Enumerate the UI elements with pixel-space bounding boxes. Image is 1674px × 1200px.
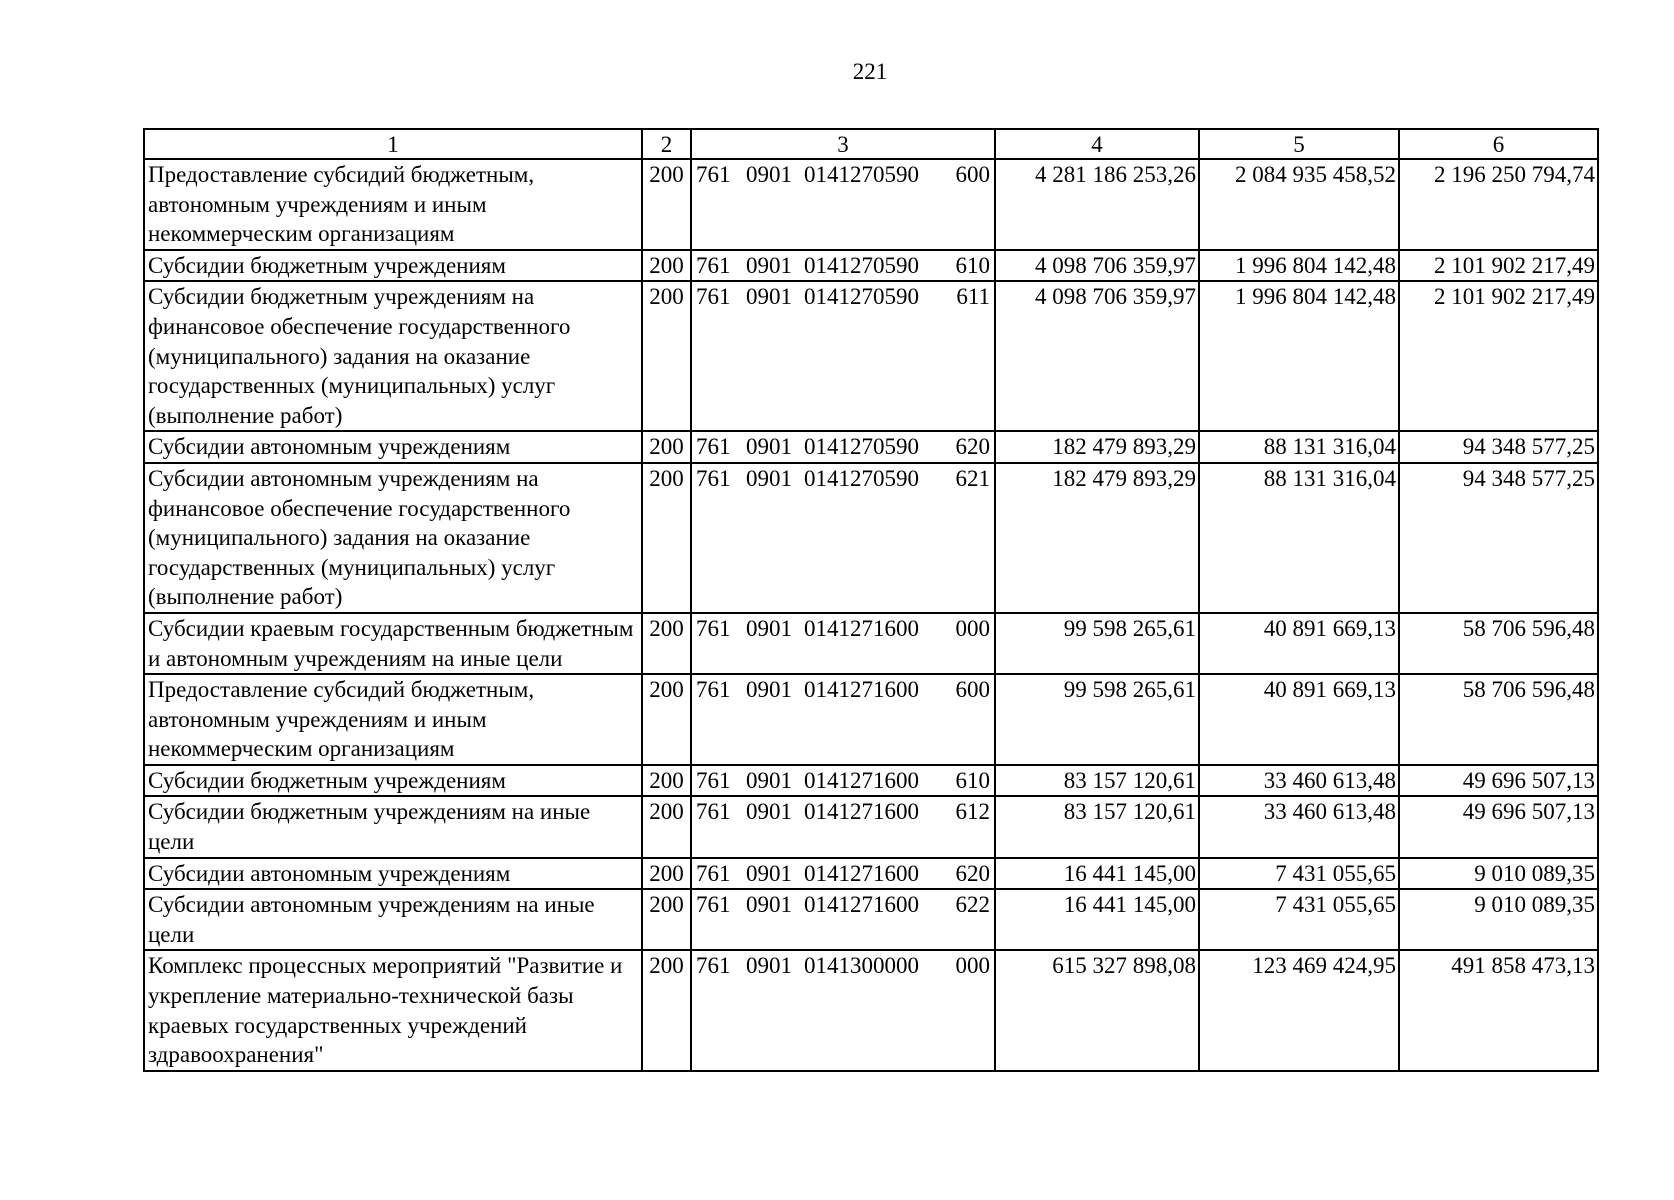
row-col2-cell: 200: [642, 765, 691, 797]
table-row: [144, 281, 1598, 431]
target-code: 0141271600: [804, 799, 919, 825]
row-col6-cell: 9 010 089,35: [1399, 889, 1598, 950]
row-col2-cell: 200: [642, 950, 691, 1070]
section-code: 0901: [746, 615, 792, 641]
page-number: 221: [852, 59, 888, 84]
row-col2-cell: 200: [642, 889, 691, 950]
expense-type-code: 620: [955, 860, 990, 886]
row-col6-cell: 94 348 577,25: [1399, 463, 1598, 613]
code-group: [696, 890, 990, 920]
admin-code: 761: [696, 860, 731, 886]
row-col6-cell: 49 696 507,13: [1399, 765, 1598, 797]
row-col2-cell: 200: [642, 858, 691, 890]
expense-type-code: 610: [955, 767, 990, 793]
row-col5-cell: 40 891 669,13: [1199, 674, 1399, 765]
row-name-cell: Субсидии бюджетным учреждениям на иные цели: [144, 796, 642, 857]
section-code: 0901: [746, 677, 792, 703]
row-col5-cell: 7 431 055,65: [1199, 889, 1399, 950]
row-name-cell: Субсидии автономным учреждениям: [144, 431, 642, 463]
target-code: 0141271600: [804, 767, 919, 793]
section-code: 0901: [746, 860, 792, 886]
section-code: 0901: [746, 953, 792, 979]
row-col5-cell: 1 996 804 142,48: [1199, 281, 1399, 431]
code-group: [696, 797, 990, 827]
row-col4-cell: 83 157 120,61: [995, 765, 1199, 797]
code-group: [696, 859, 990, 889]
section-code: 0901: [746, 284, 792, 310]
row-col6-cell: 2 101 902 217,49: [1399, 250, 1598, 282]
row-col4-cell: 4 098 706 359,97: [995, 250, 1199, 282]
section-code: 0901: [746, 799, 792, 825]
row-code-cell: [691, 613, 995, 674]
code-group: [696, 766, 990, 796]
table-row: [144, 159, 1598, 250]
row-col4-cell: 83 157 120,61: [995, 796, 1199, 857]
admin-code: 761: [696, 162, 731, 187]
header-col-6: 6: [1399, 129, 1598, 159]
table-header-row: [144, 129, 1598, 159]
row-col6-cell: 2 101 902 217,49: [1399, 281, 1598, 431]
header-col-5: 5: [1199, 129, 1399, 159]
row-col4-cell: 99 598 265,61: [995, 674, 1199, 765]
section-code: 0901: [746, 465, 792, 491]
row-code-cell: [691, 950, 995, 1070]
code-group: [696, 160, 990, 190]
admin-code: 761: [696, 252, 731, 278]
code-group: [696, 675, 990, 705]
expense-type-code: 610: [955, 252, 990, 278]
row-col4-cell: 182 479 893,29: [995, 463, 1199, 613]
admin-code: 761: [696, 767, 731, 793]
table-row: [144, 674, 1598, 765]
header-col-3: 3: [691, 129, 995, 159]
row-col4-cell: 615 327 898,08: [995, 950, 1199, 1070]
row-col6-cell: 49 696 507,13: [1399, 796, 1598, 857]
row-name-cell: Субсидии бюджетным учреждениям: [144, 765, 642, 797]
budget-table: [143, 128, 1599, 1072]
expense-type-code: 000: [955, 953, 990, 979]
row-col2-cell: 200: [642, 463, 691, 613]
header-col-1: 1: [144, 129, 642, 159]
target-code: 0141270590: [804, 284, 919, 310]
admin-code: 761: [696, 615, 731, 641]
row-col6-cell: 9 010 089,35: [1399, 858, 1598, 890]
table-row: [144, 889, 1598, 950]
target-code: 0141271600: [804, 860, 919, 886]
code-group: [696, 282, 990, 312]
row-name-cell: Субсидии бюджетным учреждениям на финансовое обеспечение государственного (муниципального) задания на оказание государственных (муниципальных) услуг (выполнение работ): [144, 281, 642, 431]
row-col5-cell: 88 131 316,04: [1199, 431, 1399, 463]
row-col5-cell: 1 996 804 142,48: [1199, 250, 1399, 282]
row-code-cell: [691, 796, 995, 857]
target-code: 0141270590: [804, 252, 919, 278]
row-code-cell: [691, 858, 995, 890]
table-row: [144, 950, 1598, 1070]
row-col5-cell: 7 431 055,65: [1199, 858, 1399, 890]
section-code: 0901: [746, 162, 792, 187]
row-col2-cell: 200: [642, 613, 691, 674]
target-code: 0141270590: [804, 465, 919, 491]
table-row: [144, 250, 1598, 282]
code-group: [696, 951, 990, 981]
row-col4-cell: 99 598 265,61: [995, 613, 1199, 674]
row-col4-cell: 4 281 186 253,26: [995, 159, 1199, 250]
header-col-4: 4: [995, 129, 1199, 159]
table-row: [144, 431, 1598, 463]
row-code-cell: [691, 765, 995, 797]
table-row: [144, 765, 1598, 797]
admin-code: 761: [696, 799, 731, 825]
code-group: [696, 464, 990, 494]
expense-type-code: 620: [955, 434, 990, 460]
row-col6-cell: 491 858 473,13: [1399, 950, 1598, 1070]
admin-code: 761: [696, 465, 731, 491]
expense-type-code: 600: [955, 162, 990, 187]
table-row: [144, 613, 1598, 674]
row-col5-cell: 88 131 316,04: [1199, 463, 1399, 613]
row-col5-cell: 123 469 424,95: [1199, 950, 1399, 1070]
row-code-cell: [691, 674, 995, 765]
row-code-cell: [691, 250, 995, 282]
row-col2-cell: 200: [642, 431, 691, 463]
row-col4-cell: 182 479 893,29: [995, 431, 1199, 463]
row-name-cell: Субсидии автономным учреждениям на иные цели: [144, 889, 642, 950]
code-group: [696, 251, 990, 281]
header-col-2: 2: [642, 129, 691, 159]
admin-code: 761: [696, 677, 731, 703]
row-col4-cell: 16 441 145,00: [995, 889, 1199, 950]
admin-code: 761: [696, 953, 731, 979]
row-code-cell: [691, 463, 995, 613]
admin-code: 761: [696, 284, 731, 310]
row-col5-cell: 2 084 935 458,52: [1199, 159, 1399, 250]
expense-type-code: 612: [955, 799, 990, 825]
row-col2-cell: 200: [642, 159, 691, 250]
row-col6-cell: 58 706 596,48: [1399, 613, 1598, 674]
target-code: 0141271600: [804, 677, 919, 703]
row-col4-cell: 16 441 145,00: [995, 858, 1199, 890]
expense-type-code: 621: [955, 465, 990, 491]
expense-type-code: 622: [955, 892, 990, 918]
expense-type-code: 600: [955, 677, 990, 703]
row-name-cell: Комплекс процессных мероприятий "Развитие и укрепление материально-технической базы краевых государственных учреждений здравоохранения": [144, 950, 642, 1070]
row-col6-cell: 94 348 577,25: [1399, 431, 1598, 463]
row-col4-cell: 4 098 706 359,97: [995, 281, 1199, 431]
section-code: 0901: [746, 767, 792, 793]
target-code: 0141300000: [804, 953, 919, 979]
row-col2-cell: 200: [642, 281, 691, 431]
code-group: [696, 614, 990, 644]
row-name-cell: Предоставление субсидий бюджетным, автономным учреждениям и иным некоммерческим организациям: [144, 674, 642, 765]
target-code: 0141271600: [804, 892, 919, 918]
row-name-cell: Субсидии бюджетным учреждениям: [144, 250, 642, 282]
row-col5-cell: 33 460 613,48: [1199, 796, 1399, 857]
target-code: 0141270590: [804, 434, 919, 460]
table-row: [144, 796, 1598, 857]
row-name-cell: Субсидии краевым государственным бюджетным и автономным учреждениям на иные цели: [144, 613, 642, 674]
table-row: [144, 463, 1598, 613]
code-group: [696, 432, 990, 462]
target-code: 0141270590: [804, 162, 919, 187]
admin-code: 761: [696, 434, 731, 460]
section-code: 0901: [746, 892, 792, 918]
target-code: 0141271600: [804, 615, 919, 641]
row-code-cell: [691, 431, 995, 463]
section-code: 0901: [746, 252, 792, 278]
row-name-cell: Субсидии автономным учреждениям на финансовое обеспечение государственного (муниципального) задания на оказание государственных (муниципальных) услуг (выполнение работ): [144, 463, 642, 613]
expense-type-code: 000: [955, 615, 990, 641]
row-col6-cell: 58 706 596,48: [1399, 674, 1598, 765]
row-name-cell: Субсидии автономным учреждениям: [144, 858, 642, 890]
row-col5-cell: 40 891 669,13: [1199, 613, 1399, 674]
row-col2-cell: 200: [642, 250, 691, 282]
row-code-cell: [691, 159, 995, 250]
section-code: 0901: [746, 434, 792, 460]
row-code-cell: [691, 889, 995, 950]
expense-type-code: 611: [956, 284, 990, 310]
row-name-cell: Предоставление субсидий бюджетным, автономным учреждениям и иным некоммерческим организациям: [144, 159, 642, 250]
row-col5-cell: 33 460 613,48: [1199, 765, 1399, 797]
table-row: [144, 858, 1598, 890]
row-col6-cell: 2 196 250 794,74: [1399, 159, 1598, 250]
row-col2-cell: 200: [642, 796, 691, 857]
admin-code: 761: [696, 892, 731, 918]
row-col2-cell: 200: [642, 674, 691, 765]
row-code-cell: [691, 281, 995, 431]
